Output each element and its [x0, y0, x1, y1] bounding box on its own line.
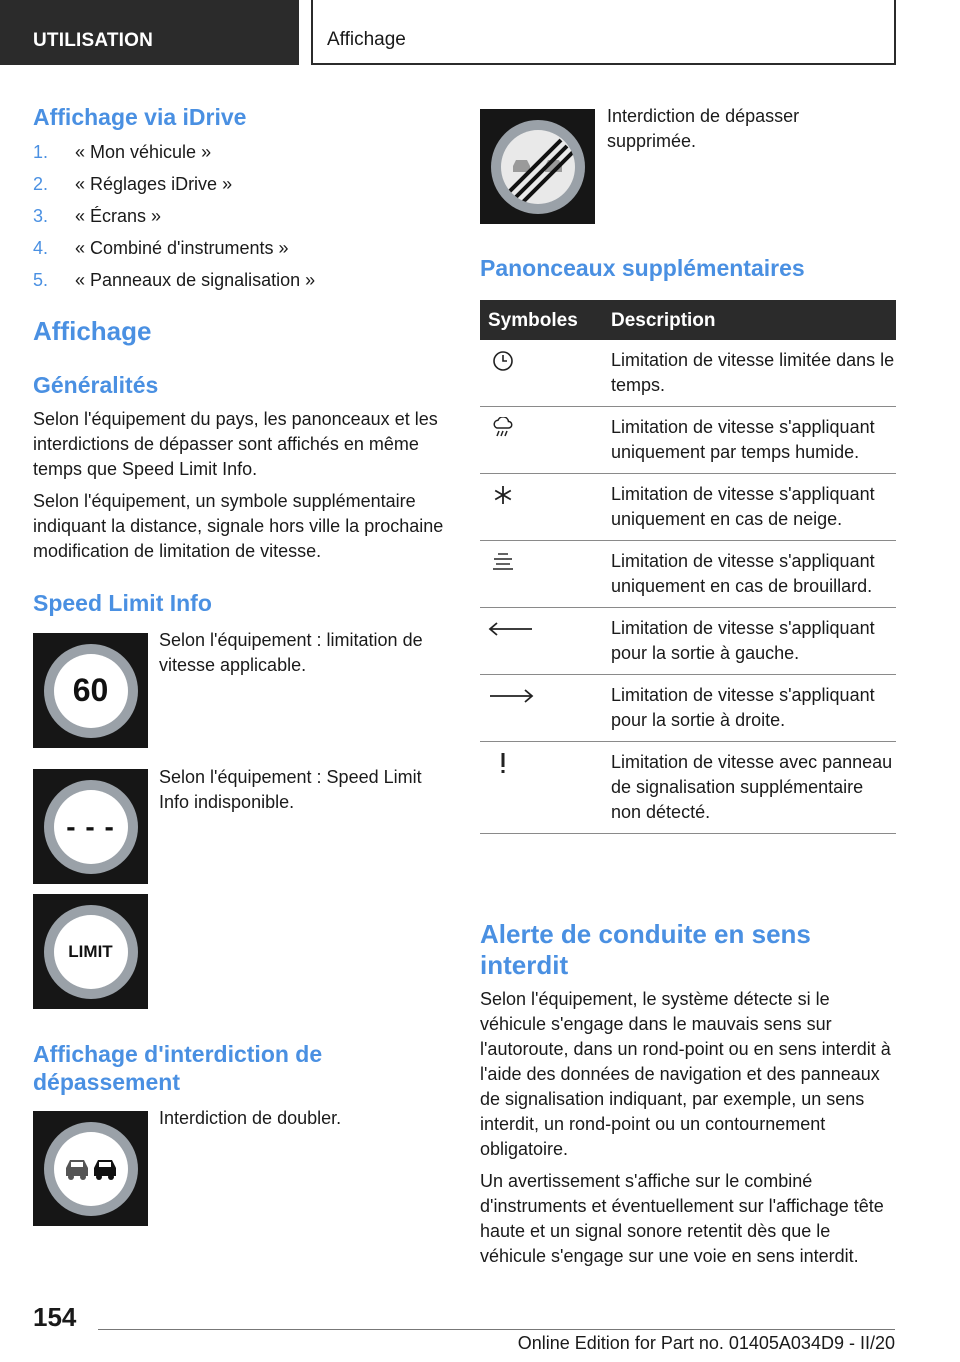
sign2-caption: Selon l'équipement : Speed Limit Info indisponible. [159, 767, 422, 812]
list-item [33, 236, 443, 268]
chapter-tab [0, 0, 299, 65]
end-no-overtaking-sign-image [480, 109, 595, 224]
heading-generalites: Généralités [33, 372, 159, 398]
two-cars-icon [63, 1156, 119, 1182]
step-number: 3. [33, 206, 49, 226]
snowflake-icon [488, 484, 518, 506]
no-overtaking-sign-image [33, 1111, 148, 1226]
paragraph-wrong-way-1: Selon l'équipement, le système détecte si le véhicule s'engage dans le mauvais sens sur l'autoroute, dans un rond-point ou en sens interdit à l'aide des données de navigation et des panneaux de signalisation indiquant, par exemple, un sens interdit, un rond-point ou un contournement obligatoire. [480, 989, 891, 1159]
table-row [480, 541, 896, 608]
row-description: Limitation de vitesse s'appliquant uniquement par temps humide. [611, 417, 875, 462]
table-row [480, 407, 896, 474]
step-text: « Panneaux de signalisation » [75, 270, 316, 290]
step-number: 5. [33, 270, 49, 290]
sign4-caption: Interdiction de doubler. [159, 1108, 342, 1128]
end-restriction-icon [501, 130, 575, 204]
limit-text: LIMIT [68, 941, 113, 961]
heading-wrong-way: Alerte de conduite en sens interdit [480, 919, 811, 980]
arrow-left-icon [488, 618, 534, 640]
heading-speed-limit-info: Speed Limit Info [33, 590, 212, 616]
sign1-caption: Selon l'équipement : limitation de vitesse applicable. [159, 630, 423, 675]
fog-icon [488, 551, 518, 573]
list-item [33, 172, 443, 204]
row-description: Limitation de vitesse avec panneau de signalisation supplémentaire non détecté. [611, 752, 893, 822]
row-description: Limitation de vitesse s'appliquant pour la sortie à droite. [611, 685, 875, 730]
edition-footer: Online Edition for Part no. 01405A034D9 - II/20 [517, 1333, 895, 1353]
footer-divider [98, 1329, 895, 1330]
arrow-right-icon [488, 685, 534, 707]
step-number: 2. [33, 174, 49, 194]
step-text: « Mon véhicule » [75, 142, 212, 162]
step-text: « Combiné d'instruments » [75, 238, 289, 258]
list-item [33, 140, 443, 172]
table-row [480, 608, 896, 675]
step-number: 4. [33, 238, 49, 258]
speed-limit-60-image [33, 633, 148, 748]
chapter-label: UTILISATION [33, 30, 154, 51]
paragraph-general-1: Selon l'équipement du pays, les panonceaux et les interdictions de dépasser sont affichés en même temps que Speed Limit Info. [33, 409, 438, 479]
unavailable-value: - - - [66, 810, 115, 842]
heading-interdiction: Affichage d'interdiction de dépassement [33, 1041, 323, 1095]
speed-value: 60 [72, 672, 109, 708]
row-description: Limitation de vitesse limitée dans le temps. [611, 350, 895, 395]
table-row [480, 340, 896, 407]
page-number: 154 [33, 1302, 77, 1332]
table-row [480, 675, 896, 742]
heading-via-idrive: Affichage via iDrive [33, 104, 247, 130]
table-row [480, 742, 896, 834]
row-description: Limitation de vitesse s'appliquant uniquement en cas de brouillard. [611, 551, 875, 596]
sign5-caption: Interdiction de dépasser supprimée. [607, 106, 800, 151]
section-label: Affichage [327, 29, 406, 50]
step-text: « Réglages iDrive » [75, 174, 233, 194]
additional-signs-table [480, 300, 896, 834]
column-header-description: Description [611, 310, 716, 331]
table-header [480, 300, 896, 340]
step-number: 1. [33, 142, 49, 162]
paragraph-wrong-way-2: Un avertissement s'affiche sur le combiné d'instruments et éventuellement sur l'affichage tête haute et un signal sonore retentit dès que le véhicule s'engage sur une voie en sens interdit. [480, 1171, 884, 1266]
list-item [33, 204, 443, 236]
rain-icon [488, 417, 518, 439]
section-tab [311, 0, 896, 65]
heading-affichage: Affichage [33, 316, 152, 346]
clock-icon [488, 350, 518, 372]
row-description: Limitation de vitesse s'appliquant uniquement en cas de neige. [611, 484, 875, 529]
speed-limit-unavailable-image [33, 769, 148, 884]
exclamation-icon [488, 752, 518, 774]
row-description: Limitation de vitesse s'appliquant pour la sortie à gauche. [611, 618, 875, 663]
idrive-steps-list [33, 140, 443, 300]
heading-panonceaux: Panonceaux supplémentaires [480, 255, 805, 281]
limit-sign-image [33, 894, 148, 1009]
table-row [480, 474, 896, 541]
step-text: « Écrans » [75, 206, 162, 226]
column-header-symbols: Symboles [488, 310, 578, 331]
list-item [33, 268, 443, 300]
paragraph-general-2: Selon l'équipement, un symbole supplémentaire indiquant la distance, signale hors ville la prochaine modification de limitation de vitesse. [33, 491, 444, 561]
